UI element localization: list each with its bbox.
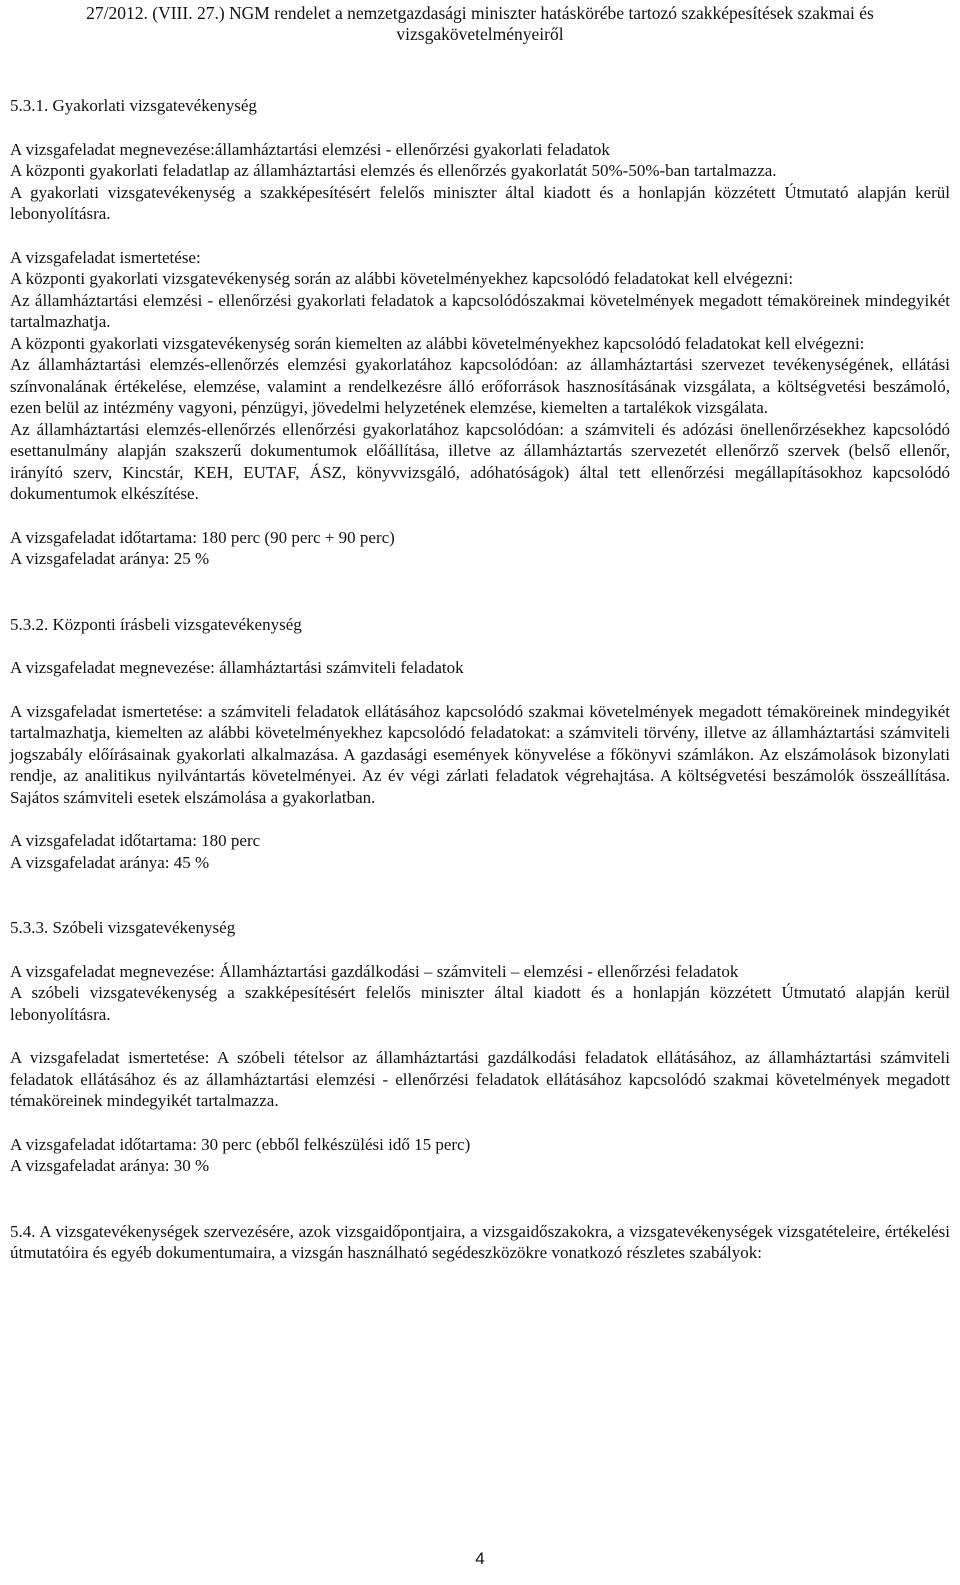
- section-heading: 5.3.1. Gyakorlati vizsgatevékenység: [10, 96, 257, 115]
- paragraph: Az államháztartási elemzés-ellenőrzés elemzési gyakorlatához kapcsolódóan: az államháztartási szervezet tevékenységének, ellátási színvonalának értékelése, elemzése, valamint a rendelkezésre álló erőforrások hasznosításának vizsgálata, a költségvetési beszámoló, ezen belül az intézmény vagyoni, pénzügyi, jövedelmi helyzetének elemzése, kiemelten a tartalékok vizsgálata.: [10, 355, 950, 417]
- paragraph: A szóbeli vizsgatevékenység a szakképesítésért felelős miniszter által kiadott és a honlapján közzétett Útmutató alapján kerül lebonyolításra.: [10, 983, 950, 1024]
- section-paragraph: 5.4. A vizsgatevékenységek szervezésére, azok vizsgaidőpontjaira, a vizsgaidőszakokra, a vizsgatevékenységek vizsgatételeire, értékelési útmutatóira és egyéb dokumentumaira, a vizsgán használható segédeszközökre vonatkozó részletes szabályok:: [10, 1221, 950, 1262]
- paragraph: Az államháztartási elemzés-ellenőrzés ellenőrzési gyakorlatához kapcsolódóan: a számviteli és adózási önellenőrzésekhez kapcsolódó esettanulmány alapján szakszerű dokumentumok előállítása, illetve az államháztartás szervezetét ellenőrző szervek (belső ellenőr, irányító szerv, Kincstár, KEH, EUTAF, ÁSZ, könyvvizsgáló, adóhatóságok) által tett ellenőrzési megállapításokhoz kapcsolódó dokumentumok elkészítése.: [10, 419, 950, 503]
- section-5-4: [10, 1221, 950, 1264]
- task-weight: A vizsgafeladat aránya: 25 %: [10, 549, 210, 568]
- document-header: [10, 3, 950, 45]
- section-5-3-2: [10, 614, 950, 874]
- task-duration: A vizsgafeladat időtartama: 180 perc (90 perc + 90 perc): [10, 527, 395, 547]
- section-heading: 5.3.2. Központi írásbeli vizsgatevékenység: [10, 614, 302, 634]
- section-heading: 5.3.3. Szóbeli vizsgatevékenység: [10, 918, 236, 937]
- header-line-2: vizsgakövetelményeiről: [396, 24, 564, 44]
- page-number: 4: [475, 1549, 485, 1568]
- task-duration: A vizsgafeladat időtartama: 30 perc (ebből felkészülési idő 15 perc): [10, 1134, 471, 1154]
- paragraph: A vizsgafeladat ismertetése: A szóbeli tételsor az államháztartási gazdálkodási feladatok ellátásához, az államháztartási számviteli feladatok ellátásához és az államháztartási elemzési - ellenőrzési feladatok ellátásához kapcsolódó szakmai követelmények megadott témaköreinek mindegyikét tartalmazza.: [10, 1048, 950, 1110]
- task-name: A vizsgafeladat megnevezése: államháztartási számviteli feladatok: [10, 658, 464, 677]
- task-weight: A vizsgafeladat aránya: 30 %: [10, 1156, 210, 1175]
- task-weight: A vizsgafeladat aránya: 45 %: [10, 852, 210, 872]
- paragraph: Az államháztartási elemzési - ellenőrzési gyakorlati feladatok a kapcsolódószakmai követelmények megadott témaköreinek mindegyikét tartalmazhatja.: [10, 290, 950, 331]
- task-name: A vizsgafeladat megnevezése: Államháztartási gazdálkodási – számviteli – elemzési - ellenőrzési feladatok: [10, 961, 739, 981]
- task-description-label: A vizsgafeladat ismertetése:: [10, 247, 201, 267]
- header-line-1: 27/2012. (VIII. 27.) NGM rendelet a nemzetgazdasági miniszter hatáskörébe tartozó szakképesítések szakmai és: [86, 3, 874, 23]
- section-5-3-1: [10, 95, 950, 570]
- paragraph: A központi gyakorlati vizsgatevékenység során az alábbi követelményekhez kapcsolódó feladatokat kell elvégezni:: [10, 269, 794, 288]
- task-name: A vizsgafeladat megnevezése:államháztartási elemzési - ellenőrzési gyakorlati feladatok: [10, 139, 610, 159]
- section-5-3-3: [10, 917, 950, 1177]
- paragraph: A központi gyakorlati vizsgatevékenység során kiemelten az alábbi követelményekhez kapcsolódó feladatokat kell elvégezni:: [10, 333, 865, 353]
- paragraph: A gyakorlati vizsgatevékenység a szakképesítésért felelős miniszter által kiadott és a honlapján közzétett Útmutató alapján kerül lebonyolításra.: [10, 182, 950, 223]
- paragraph: A központi gyakorlati feladatlap az államháztartási elemzés és ellenőrzés gyakorlatát 50%-50%-ban tartalmazza.: [10, 161, 777, 180]
- task-duration: A vizsgafeladat időtartama: 180 perc: [10, 831, 261, 850]
- document-page: [10, 0, 950, 1264]
- paragraph: A vizsgafeladat ismertetése: a számviteli feladatok ellátásához kapcsolódó szakmai követelmények megadott témaköreinek mindegyikét tartalmazhatja, kiemelten az alábbi követelményekhez kapcsolódó feladatokat: a számviteli törvény, illetve az államháztartási számviteli jogszabály előírásainak gyakorlati alkalmazása. A gazdasági események könyvelése a főkönyvi számlákon. Az elszámolások bizonylati rendje, az analitikus nyilvántartás követelményei. Az év végi zárlati feladatok végrehajtása. A költségvetési beszámolók összeállítása. Sajátos számviteli esetek elszámolása a gyakorlatban.: [10, 701, 950, 807]
